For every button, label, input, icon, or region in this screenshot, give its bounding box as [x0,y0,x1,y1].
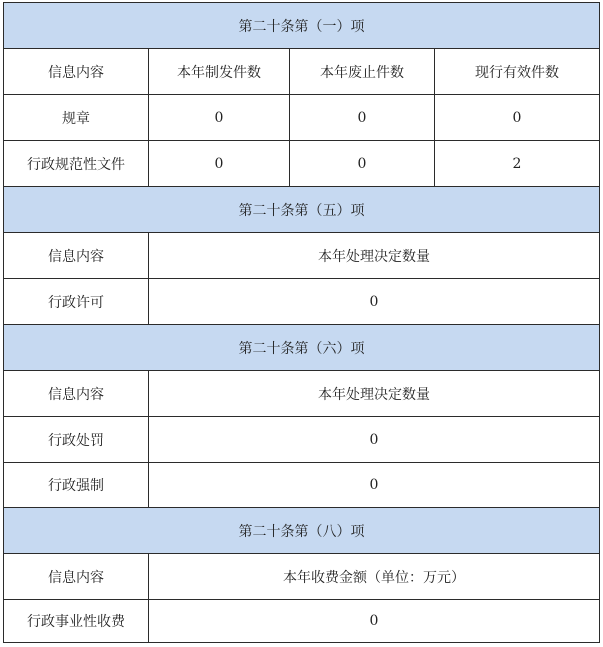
row-label: 行政规范性文件 [4,141,149,187]
table-cell: 2 [435,141,600,187]
column-header: 信息内容 [4,371,149,417]
table-header-row [4,49,600,95]
table-row [4,600,600,643]
section-header-row [4,3,600,49]
section-header-row [4,325,600,371]
table-cell: 0 [149,95,290,141]
table-cell: 0 [290,95,435,141]
table-row [4,417,600,463]
row-label: 行政强制 [4,463,149,508]
table-cell: 0 [149,417,600,463]
row-label: 行政事业性收费 [4,600,149,643]
section-title: 第二十条第（一）项 [4,3,600,49]
disclosure-table [3,2,600,643]
disclosure-table-container [3,2,600,643]
table-header-row [4,233,600,279]
section-title: 第二十条第（五）项 [4,187,600,233]
section-title: 第二十条第（八）项 [4,508,600,554]
table-header-row [4,554,600,600]
column-header: 现行有效件数 [435,49,600,95]
table-cell: 0 [149,463,600,508]
table-cell: 0 [149,279,600,325]
column-header: 本年处理决定数量 [149,233,600,279]
table-cell: 0 [435,95,600,141]
table-row [4,279,600,325]
section-header-row [4,187,600,233]
table-row [4,95,600,141]
table-cell: 0 [290,141,435,187]
section-header-row [4,508,600,554]
column-header: 本年收费金额（单位：万元） [149,554,600,600]
row-label: 行政处罚 [4,417,149,463]
row-label: 行政许可 [4,279,149,325]
table-cell: 0 [149,141,290,187]
table-row [4,141,600,187]
row-label: 规章 [4,95,149,141]
section-title: 第二十条第（六）项 [4,325,600,371]
column-header: 本年处理决定数量 [149,371,600,417]
column-header: 本年废止件数 [290,49,435,95]
table-cell: 0 [149,600,600,643]
column-header: 本年制发件数 [149,49,290,95]
table-header-row [4,371,600,417]
column-header: 信息内容 [4,233,149,279]
table-row [4,463,600,508]
column-header: 信息内容 [4,49,149,95]
column-header: 信息内容 [4,554,149,600]
